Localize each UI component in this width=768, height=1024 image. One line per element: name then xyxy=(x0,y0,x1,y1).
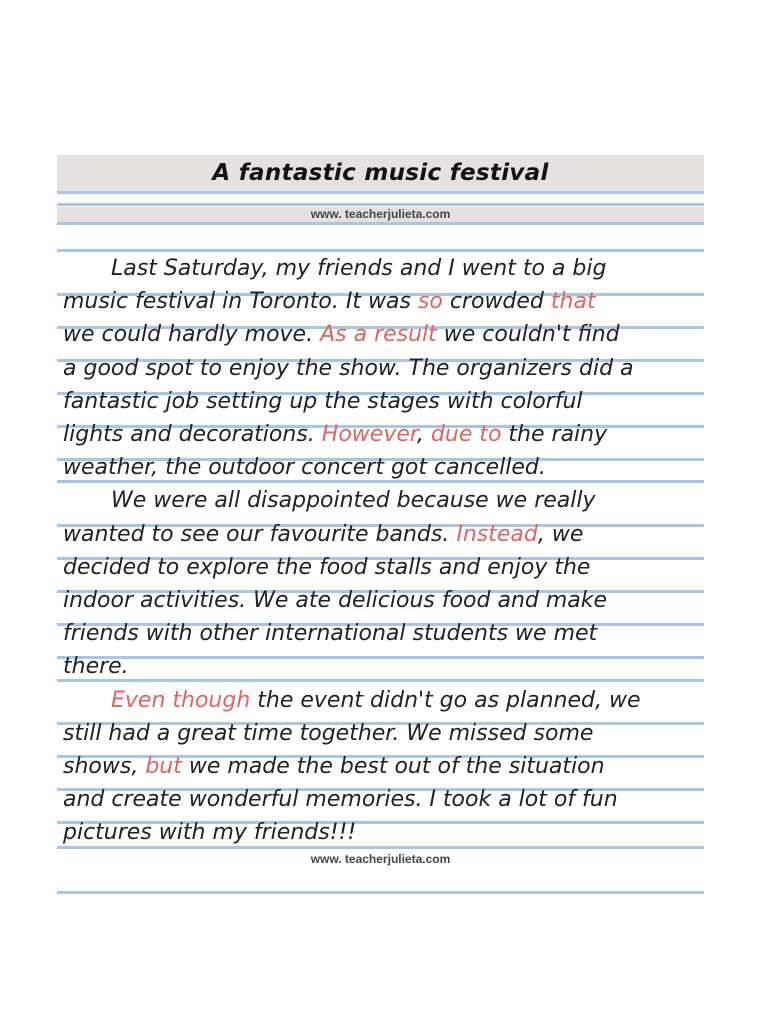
highlighted-connector: Even though xyxy=(111,687,251,713)
highlighted-connector: but xyxy=(145,754,182,780)
watermark-top: www. teacherjulieta.com xyxy=(310,207,451,221)
text-segment: fantastic job setting up the stages with colorful xyxy=(63,388,583,414)
text-segment: , xyxy=(416,422,431,448)
watermark-bottom: www. teacherjulieta.com xyxy=(310,852,451,866)
text-line xyxy=(63,318,713,351)
text-line xyxy=(63,385,713,418)
text-segment: still had a great time together. We missed some xyxy=(63,720,594,746)
text-line xyxy=(63,252,713,285)
ruled-line xyxy=(57,891,704,894)
text-segment: decided to explore the food stalls and enjoy the xyxy=(63,554,591,580)
text-line xyxy=(63,617,713,650)
text-segment: we could hardly move. xyxy=(63,322,321,348)
text-line xyxy=(63,451,713,484)
title-rule xyxy=(57,222,704,225)
page-title: A fantastic music festival xyxy=(212,160,549,186)
highlighted-connector: that xyxy=(550,289,596,315)
text-line xyxy=(63,783,713,816)
text-segment: we made the best out of the situation xyxy=(181,754,605,780)
text-segment: shows, xyxy=(63,754,146,780)
text-segment: weather, the outdoor concert got cancelled. xyxy=(63,455,546,481)
text-segment: We were all disappointed because we really xyxy=(111,488,596,514)
text-segment: friends with other international students we met xyxy=(63,621,598,647)
text-segment: Last Saturday, my friends and I went to a big xyxy=(111,256,607,281)
text-line xyxy=(63,750,713,783)
text-segment: a good spot to enjoy the show. The organizers did a xyxy=(63,355,634,381)
text-segment: we couldn't find xyxy=(436,322,620,348)
title-rule xyxy=(57,203,704,206)
highlighted-connector: Instead xyxy=(456,521,538,547)
text-segment: wanted to see our favourite bands. xyxy=(63,521,457,547)
text-segment: the event didn't go as planned, we xyxy=(250,687,641,713)
text-line xyxy=(63,650,713,683)
text-line xyxy=(63,551,713,584)
text-line xyxy=(63,717,713,750)
text-segment: music festival in Toronto. It was xyxy=(63,289,418,315)
highlighted-connector: However xyxy=(321,422,417,448)
text-segment: the rainy xyxy=(501,422,608,448)
text-line xyxy=(63,584,713,617)
highlighted-connector: so xyxy=(417,289,443,315)
text-line xyxy=(63,518,713,551)
text-segment: there. xyxy=(63,654,129,680)
text-segment: indoor activities. We ate delicious food and make xyxy=(63,588,608,614)
highlighted-connector: due to xyxy=(430,422,502,448)
text-line xyxy=(63,816,713,849)
text-segment: pictures with my friends!!! xyxy=(63,820,357,846)
text-line xyxy=(63,418,713,451)
text-segment: , we xyxy=(537,521,584,547)
story-text xyxy=(63,252,713,850)
text-segment: crowded xyxy=(442,289,551,315)
title-rule xyxy=(57,191,704,194)
text-line xyxy=(63,285,713,318)
text-segment: and create wonderful memories. I took a lot of fun xyxy=(63,787,618,813)
text-line xyxy=(63,684,713,717)
text-line xyxy=(63,484,713,517)
text-segment: lights and decorations. xyxy=(63,422,322,448)
highlighted-connector: As a result xyxy=(320,322,437,348)
text-line xyxy=(63,352,713,385)
